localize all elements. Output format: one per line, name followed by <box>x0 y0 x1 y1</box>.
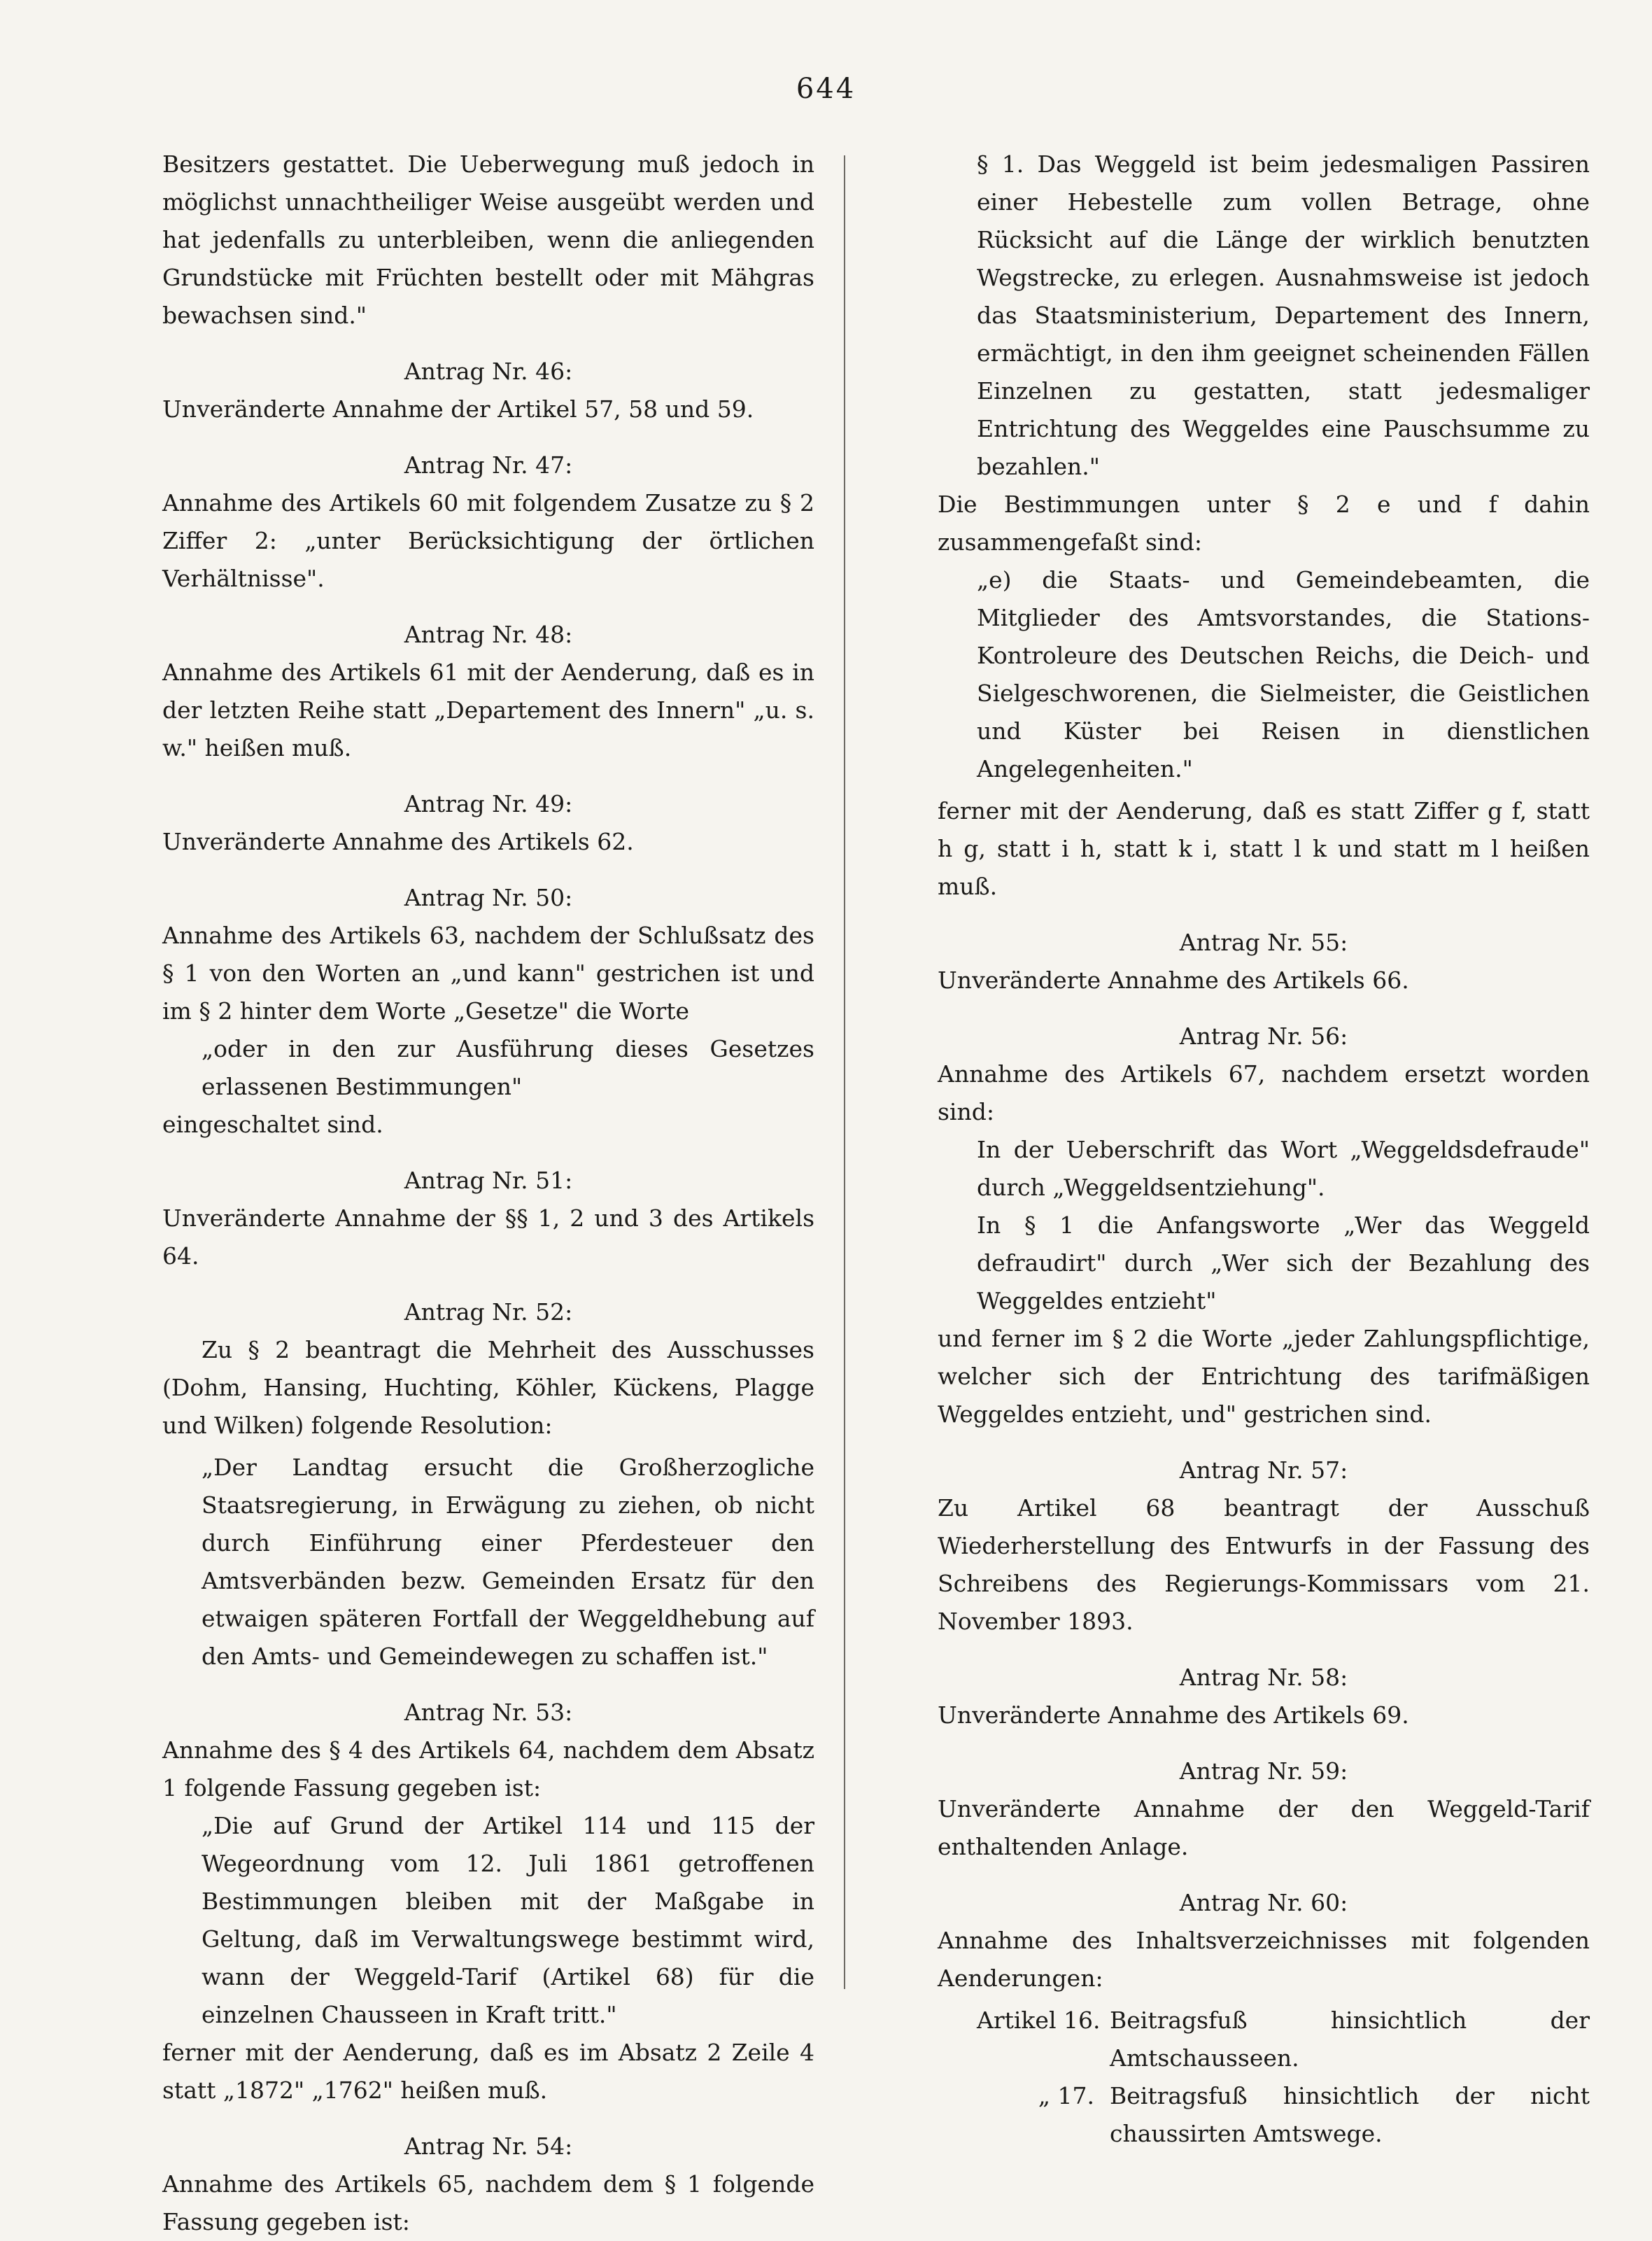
antrag-54-heading: Antrag Nr. 54: <box>404 2133 573 2160</box>
antrag-49-text: Unveränderte Annahme des Artikels 62. <box>162 828 634 855</box>
antrag-54-end: ferner mit der Aenderung, daß es statt Ziffer g f, statt h g, statt i h, statt k i, statt l k und statt m l heißen muß. <box>938 797 1590 900</box>
antrag-50-quote: „oder in den zur Ausführung dieses Gesetzes erlassenen Bestimmungen" <box>202 1035 814 1100</box>
antrag-52-text: Zu § 2 beantragt die Mehrheit des Ausschusses (Dohm, Hansing, Huchting, Köhler, Kückens, Plagge und Wilken) folgende Resolution: <box>162 1336 814 1439</box>
antrag-56-end: und ferner im § 2 die Worte „jeder Zahlungspflichtige, welcher sich der Entrichtung des tarifmäßigen Weggeldes entzieht, und" gestrichen sind. <box>938 1325 1590 1428</box>
antrag-54-text-2: Die Bestimmungen unter § 2 e und f dahin zusammengefaßt sind: <box>938 491 1590 556</box>
antrag-51-heading: Antrag Nr. 51: <box>404 1167 573 1194</box>
antrag-57-text: Zu Artikel 68 beantragt der Ausschuß Wiederherstellung des Entwurfs in der Fassung des Schreibens des Regierungs-Kommissars vom 21. November 1893. <box>938 1494 1590 1635</box>
antrag-57-heading: Antrag Nr. 57: <box>1179 1456 1348 1484</box>
antrag-47-heading: Antrag Nr. 47: <box>404 451 573 479</box>
article-title: Beitragsfuß hinsichtlich der Amtschausseen. <box>1110 2007 1590 2072</box>
antrag-59-heading: Antrag Nr. 59: <box>1179 1757 1348 1785</box>
right-column <box>938 146 1590 2153</box>
antrag-56-change-1: In der Ueberschrift das Wort „Weggeldsdefraude" durch „Weggeldsentziehung". <box>977 1136 1590 1201</box>
antrag-50-end: eingeschaltet sind. <box>162 1111 383 1138</box>
antrag-56-heading: Antrag Nr. 56: <box>1179 1023 1348 1050</box>
antrag-50-text: Annahme des Artikels 63, nachdem der Schlußsatz des § 1 von den Worten an „und kann" gestrichen ist und im § 2 hinter dem Worte „Gesetze" die Worte <box>162 922 814 1025</box>
antrag-48-text: Annahme des Artikels 61 mit der Aenderung, daß es in der letzten Reihe statt „Departement des Innern" „u. s. w." heißen muß. <box>162 659 814 761</box>
antrag-60-heading: Antrag Nr. 60: <box>1179 1889 1348 1916</box>
antrag-53-heading: Antrag Nr. 53: <box>404 1699 573 1726</box>
article-number: Artikel 16. <box>977 2007 1101 2034</box>
antrag-60-list-item <box>938 2077 1590 2153</box>
antrag-53-quote: „Die auf Grund der Artikel 114 und 115 der Wegeordnung vom 12. Juli 1861 getroffenen Bestimmungen bleiben mit der Maßgabe in Geltung, daß im Verwaltungswege bestimmt wird, wann der Weggeld-Tarif (Artikel 68) für die einzelnen Chausseen in Kraft tritt." <box>202 1812 814 2028</box>
antrag-59-text: Unveränderte Annahme der den Weggeld-Tarif enthaltenden Anlage. <box>938 1795 1590 1860</box>
antrag-52-heading: Antrag Nr. 52: <box>404 1298 573 1326</box>
antrag-58-text: Unveränderte Annahme des Artikels 69. <box>938 1701 1409 1729</box>
column-divider <box>844 155 845 1989</box>
antrag-49-heading: Antrag Nr. 49: <box>404 790 573 817</box>
antrag-56-change-2: In § 1 die Anfangsworte „Wer das Weggeld defraudirt" durch „Wer sich der Bezahlung des Weggeldes entzieht" <box>977 1211 1590 1314</box>
antrag-53-text: Annahme des § 4 des Artikels 64, nachdem dem Absatz 1 folgende Fassung gegeben ist: <box>162 1736 814 1801</box>
left-column <box>162 146 814 2241</box>
antrag-54-quote: § 1. Das Weggeld ist beim jedesmaligen Passiren einer Hebestelle zum vollen Betrage, ohne Rücksicht auf die Länge der wirklich benutzten Wegstrecke, zu erlegen. Ausnahmsweise ist jedoch das Staatsministerium, Departement des Innern, ermächtigt, in den ihm geeignet scheinenden Fällen Einzelnen zu gestatten, statt jedesmaliger Entrichtung des Weggeldes eine Pauschsumme zu bezahlen." <box>977 150 1590 480</box>
antrag-48-heading: Antrag Nr. 48: <box>404 621 573 648</box>
antrag-58-heading: Antrag Nr. 58: <box>1179 1664 1348 1691</box>
antrag-60-list-item <box>938 2002 1590 2077</box>
article-title: Beitragsfuß hinsichtlich der nicht chaussirten Amtswege. <box>1110 2082 1590 2147</box>
antrag-50-heading: Antrag Nr. 50: <box>404 884 573 911</box>
article-number: „ 17. <box>1038 2082 1094 2109</box>
antrag-47-text: Annahme des Artikels 60 mit folgendem Zusatze zu § 2 Ziffer 2: „unter Berücksichtigung der örtlichen Verhältnisse". <box>162 489 814 592</box>
antrag-60-text: Annahme des Inhaltsverzeichnisses mit folgenden Aenderungen: <box>938 1927 1590 1992</box>
page-number: 644 <box>796 73 856 105</box>
antrag-46-heading: Antrag Nr. 46: <box>404 358 573 385</box>
antrag-53-end: ferner mit der Aenderung, daß es im Absatz 2 Zeile 4 statt „1872" „1762" heißen muß. <box>162 2039 814 2104</box>
antrag-55-heading: Antrag Nr. 55: <box>1179 929 1348 956</box>
antrag-54-quote-2: „e) die Staats- und Gemeindebeamten, die Mitglieder des Amtsvorstandes, die Stations-Kontroleure des Deutschen Reichs, die Deich- und Sielgeschworenen, die Sielmeister, die Geistlichen und Küster bei Reisen in dienstlichen Angelegenheiten." <box>977 566 1590 782</box>
antrag-55-text: Unveränderte Annahme des Artikels 66. <box>938 967 1409 994</box>
antrag-52-resolution: „Der Landtag ersucht die Großherzogliche Staatsregierung, in Erwägung zu ziehen, ob nicht durch Einführung einer Pferdesteuer den Amtsverbänden bezw. Gemeinden Ersatz für den etwaigen späteren Fortfall der Weggeldhebung auf den Amts- und Gemeindewegen zu schaffen ist." <box>202 1454 814 1670</box>
antrag-56-text: Annahme des Artikels 67, nachdem ersetzt worden sind: <box>938 1060 1590 1125</box>
paragraph-continuation: Besitzers gestattet. Die Ueberwegung muß jedoch in möglichst unnachtheiliger Weise ausgeübt werden und hat jedenfalls zu unterbleiben, wenn die anliegenden Grundstücke mit Früchten bestellt oder mit Mähgras bewachsen sind." <box>162 150 814 329</box>
antrag-54-text: Annahme des Artikels 65, nachdem dem § 1 folgende Fassung gegeben ist: <box>162 2170 814 2235</box>
antrag-51-text: Unveränderte Annahme der §§ 1, 2 und 3 des Artikels 64. <box>162 1204 814 1270</box>
antrag-46-text: Unveränderte Annahme der Artikel 57, 58 und 59. <box>162 395 754 423</box>
